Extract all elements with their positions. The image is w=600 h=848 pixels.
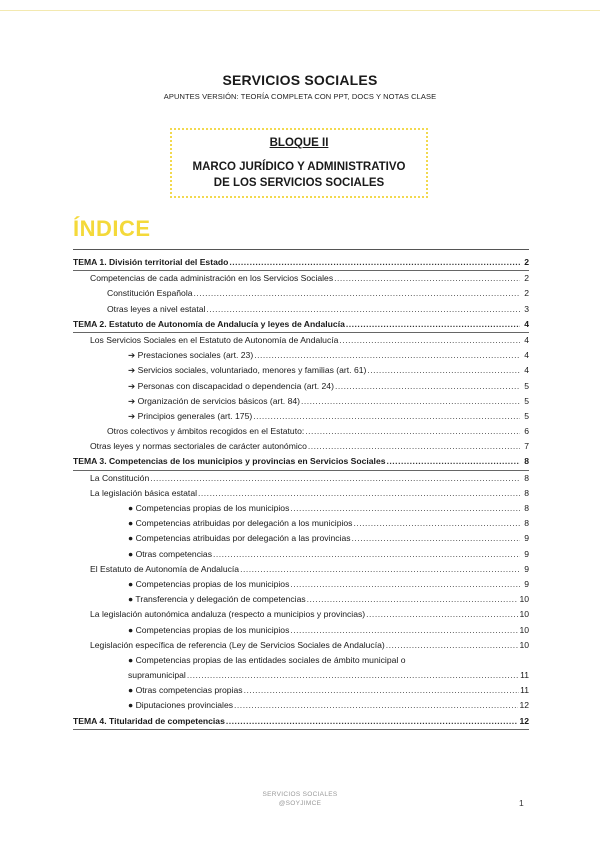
toc-leader (387, 454, 520, 469)
toc-page: 10 (519, 609, 529, 620)
toc-page: 9 (524, 563, 529, 574)
toc-leader (253, 409, 520, 424)
toc-entry-text: TEMA 3. Competencias de los municipios y provincias en Servicios Sociales (73, 456, 386, 467)
toc-entry[interactable] (73, 683, 529, 698)
toc-entry-text: TEMA 2. Estatuto de Autonomía de Andalucía y leyes de Andalucía (73, 318, 345, 329)
document-subtitle: APUNTES VERSIÓN: TEORÍA COMPLETA CON PPT, DOCS Y NOTAS CLASE (163, 92, 437, 101)
toc-entry-text: ● Competencias atribuidas por delegación a los municipios (128, 518, 353, 529)
index-heading: ÍNDICE (73, 216, 151, 241)
bloque-box (170, 128, 428, 198)
toc-entry-text: ➔ Personas con discapacidad o dependencia (art. 24) (128, 380, 334, 391)
toc-entry[interactable] (73, 547, 529, 562)
bloque-subtitle-line1: MARCO JURÍDICO Y ADMINISTRATIVO (192, 161, 406, 173)
toc-entry-text: Otras leyes y normas sectoriales de carácter autonómico (90, 441, 307, 452)
toc-entry[interactable] (73, 516, 529, 531)
toc-entry-text: Otros colectivos y ámbitos recogidos en el Estatuto: (107, 426, 305, 437)
toc-entry[interactable] (73, 486, 529, 501)
toc-entry-text: Los Servicios Sociales en el Estatuto de Autonomía de Andalucía (90, 334, 339, 345)
toc-entry-text: Constitución Española (107, 288, 193, 299)
toc-entry-text: ● Otras competencias propias (128, 685, 243, 696)
toc-entry-text: ➔ Principios generales (art. 175) (128, 410, 253, 421)
toc-page: 4 (524, 318, 529, 329)
toc-page: 6 (524, 426, 529, 437)
toc-leader (334, 271, 520, 286)
toc-entry[interactable] (73, 302, 529, 317)
toc-page: 9 (524, 548, 529, 559)
toc-page: 3 (524, 303, 529, 314)
table-of-contents (73, 255, 529, 730)
toc-entry[interactable] (73, 577, 529, 592)
toc-leader (353, 516, 520, 531)
toc-entry-text: ● Competencias propias de los municipios (128, 503, 290, 513)
bloque-subtitle-line2: DE LOS SERVICIOS SOCIALES (213, 177, 385, 189)
toc-entry-text: TEMA 1. División territorial del Estado (73, 257, 229, 267)
toc-leader (290, 577, 520, 592)
toc-entry-tema-4[interactable] (73, 714, 529, 730)
toc-leader (335, 379, 520, 394)
toc-entry-wrapped[interactable] (73, 653, 529, 683)
toc-leader (206, 302, 520, 317)
toc-entry-text: El Estatuto de Autonomía de Andalucía (90, 563, 240, 574)
toc-entry[interactable] (73, 333, 529, 348)
toc-entry-tema-3[interactable] (73, 454, 529, 470)
toc-leader (254, 348, 520, 363)
toc-entry-text: Legislación específica de referencia (Ley de Servicios Sociales de Andalucía) (90, 639, 385, 650)
toc-entry[interactable] (73, 471, 529, 486)
toc-page: 11 (520, 685, 529, 696)
toc-leader (244, 683, 520, 698)
toc-entry[interactable] (73, 363, 529, 378)
toc-page: 2 (524, 257, 529, 267)
toc-entry-text-line1: ● Competencias propias de las entidades sociales de ámbito municipal o (128, 654, 406, 665)
toc-entry[interactable] (73, 271, 529, 286)
toc-leader (213, 547, 520, 562)
toc-top-rule (73, 249, 529, 250)
toc-entry-text: TEMA 4. Titularidad de competencias (73, 715, 225, 726)
toc-entry[interactable] (73, 638, 529, 653)
toc-entry-text: ➔ Prestaciones sociales (art. 23) (128, 350, 254, 361)
toc-leader (301, 394, 520, 409)
toc-entry-text: Otras leyes a nivel estatal (107, 303, 206, 314)
toc-entry-text: ● Otras competencias (128, 548, 212, 559)
toc-leader (352, 531, 520, 546)
toc-leader (339, 333, 520, 348)
toc-entry[interactable] (73, 562, 529, 577)
toc-entry-text: ● Competencias propias de los municipios (128, 578, 290, 589)
toc-leader (366, 607, 518, 622)
toc-leader (194, 286, 520, 301)
toc-page: 4 (524, 334, 529, 345)
toc-entry[interactable] (73, 531, 529, 546)
toc-page: 10 (519, 639, 529, 650)
toc-leader (240, 562, 520, 577)
toc-page: 8 (524, 518, 529, 529)
toc-entry[interactable] (73, 623, 529, 638)
toc-leader (346, 317, 520, 332)
toc-page: 10 (519, 594, 529, 605)
toc-page: 4 (524, 365, 529, 376)
toc-entry-text: La legislación autonómica andaluza (respecto a municipios y provincias) (90, 609, 366, 620)
toc-page: 8 (524, 503, 529, 513)
toc-page: 9 (524, 578, 529, 589)
page-number: 1 (519, 798, 524, 808)
toc-page: 7 (524, 441, 529, 452)
toc-entry[interactable] (73, 424, 529, 439)
toc-leader (187, 668, 519, 683)
bloque-title: BLOQUE II (269, 137, 329, 149)
toc-page: 5 (524, 380, 529, 391)
toc-leader (308, 439, 520, 454)
toc-page: 2 (524, 288, 529, 299)
toc-entry-text: ➔ Organización de servicios básicos (art. 84) (128, 395, 300, 406)
toc-entry[interactable] (73, 439, 529, 454)
toc-entry[interactable] (73, 592, 529, 607)
toc-leader (386, 638, 519, 653)
footer (0, 790, 600, 808)
toc-page: 4 (524, 350, 529, 361)
toc-entry-text: ➔ Servicios sociales, voluntariado, menores y familias (art. 61) (128, 365, 367, 376)
toc-leader (226, 714, 519, 729)
toc-entry-line2 (128, 668, 529, 683)
toc-leader (234, 698, 518, 713)
toc-entry-tema-1[interactable] (73, 255, 529, 271)
toc-entry-tema-2[interactable] (73, 317, 529, 333)
toc-entry-text: Competencias de cada administración en los Servicios Sociales (90, 273, 334, 284)
toc-entry[interactable] (73, 379, 529, 394)
toc-entry[interactable] (73, 607, 529, 622)
toc-page: 8 (524, 487, 529, 498)
toc-page: 10 (519, 624, 529, 635)
footer-handle: @SOYJIMCE (278, 800, 322, 807)
toc-entry[interactable] (73, 501, 529, 516)
toc-entry-text: ● Competencias atribuidas por delegación a las provincias (128, 533, 351, 544)
toc-leader (290, 501, 520, 516)
top-rule (0, 10, 600, 11)
toc-leader (150, 471, 520, 486)
bloque-subtitle (172, 159, 426, 191)
toc-leader (290, 623, 518, 638)
document-title: SERVICIOS SOCIALES (222, 72, 378, 88)
toc-page: 2 (524, 273, 529, 284)
toc-page: 11 (520, 670, 529, 681)
toc-entry-text: ● Competencias propias de los municipios (128, 624, 290, 635)
toc-entry[interactable] (73, 394, 529, 409)
toc-entry[interactable] (73, 348, 529, 363)
toc-entry[interactable] (73, 286, 529, 301)
toc-page: 9 (524, 533, 529, 544)
toc-page: 12 (519, 700, 529, 711)
toc-leader (229, 255, 520, 270)
toc-page: 8 (524, 472, 529, 483)
toc-leader (305, 424, 520, 439)
toc-entry-text-line2: supramunicipal (128, 670, 186, 681)
toc-leader (198, 486, 520, 501)
toc-entry[interactable] (73, 409, 529, 424)
toc-leader (367, 363, 520, 378)
toc-page: 8 (524, 456, 529, 467)
toc-page: 5 (524, 410, 529, 421)
toc-entry-text: ● Diputaciones provinciales (128, 700, 234, 711)
toc-entry[interactable] (73, 698, 529, 713)
toc-leader (307, 592, 519, 607)
toc-entry-text: La legislación básica estatal (90, 487, 198, 498)
toc-entry-text: ● Transferencia y delegación de competencias (128, 594, 306, 605)
footer-title: SERVICIOS SOCIALES (262, 791, 338, 798)
toc-page: 12 (519, 715, 529, 726)
toc-page: 5 (524, 395, 529, 406)
toc-entry-text: La Constitución (90, 472, 150, 483)
